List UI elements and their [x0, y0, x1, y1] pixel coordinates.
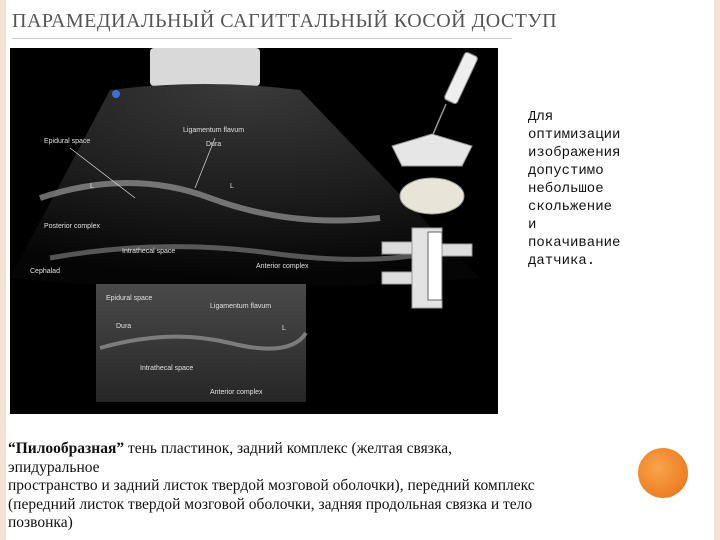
- inset-label-intrathecal-space: Intrathecal space: [140, 365, 194, 372]
- label-cephalad: Cephalad: [30, 268, 60, 275]
- probe-shape: [150, 48, 260, 86]
- optimization-note: [528, 108, 688, 270]
- inset-label-anterior-complex: Anterior complex: [210, 389, 263, 396]
- inset-label-l: L: [282, 325, 286, 332]
- slide-title: ПАРАМЕДИАЛЬНЫЙ САГИТТАЛЬНЫЙ КОСОЙ ДОСТУП: [12, 10, 558, 32]
- label-l-1: L: [90, 183, 94, 190]
- label-l-2: L: [230, 183, 234, 190]
- inset-label-dura: Dura: [116, 323, 132, 330]
- label-anterior-complex: Anterior complex: [256, 263, 309, 270]
- spine-sagittal-illustration: [372, 222, 482, 312]
- inset-label-epidural-space: Epidural space: [106, 295, 153, 302]
- note-line: покачивание: [528, 235, 621, 251]
- caption-line: пространство и задний листок твердой мозговой оболочки), передний комплекс: [8, 477, 535, 494]
- note-line: изображения: [528, 145, 621, 161]
- label-intrathecal-space: Intrathecal space: [122, 248, 176, 255]
- note-line: скольжение: [528, 199, 613, 215]
- label-ligamentum-flavum: Ligamentum flavum: [183, 127, 245, 134]
- label-dura: Dura: [206, 141, 222, 148]
- image-caption: [8, 440, 708, 533]
- title-divider: [12, 38, 512, 39]
- orientation-marker: [112, 90, 120, 98]
- note-line: небольшое: [528, 181, 604, 197]
- note-line: оптимизации: [528, 127, 621, 143]
- note-line: допустимо: [528, 163, 604, 179]
- note-line: датчика.: [528, 253, 596, 269]
- label-epidural-space: Epidural space: [44, 138, 91, 145]
- caption-line: позвонка): [8, 514, 73, 531]
- slide-frame-right: [714, 0, 720, 540]
- caption-line: эпидуральное: [8, 458, 100, 476]
- slide-frame-left: [0, 0, 6, 540]
- note-line: Для: [528, 109, 554, 125]
- caption-quote: “Пилообразная”: [8, 440, 125, 457]
- vertebra-axial-illustration: [372, 46, 492, 216]
- caption-line: тень пластинок, задний комплекс (желтая связка,: [124, 440, 452, 457]
- inset-label-ligamentum-flavum: Ligamentum flavum: [210, 303, 272, 310]
- caption-line: (передний листок твердой мозговой оболочки, задняя продольная связка и тело: [8, 495, 533, 513]
- label-posterior-complex: Posterior complex: [44, 223, 101, 230]
- note-line: и: [528, 217, 537, 233]
